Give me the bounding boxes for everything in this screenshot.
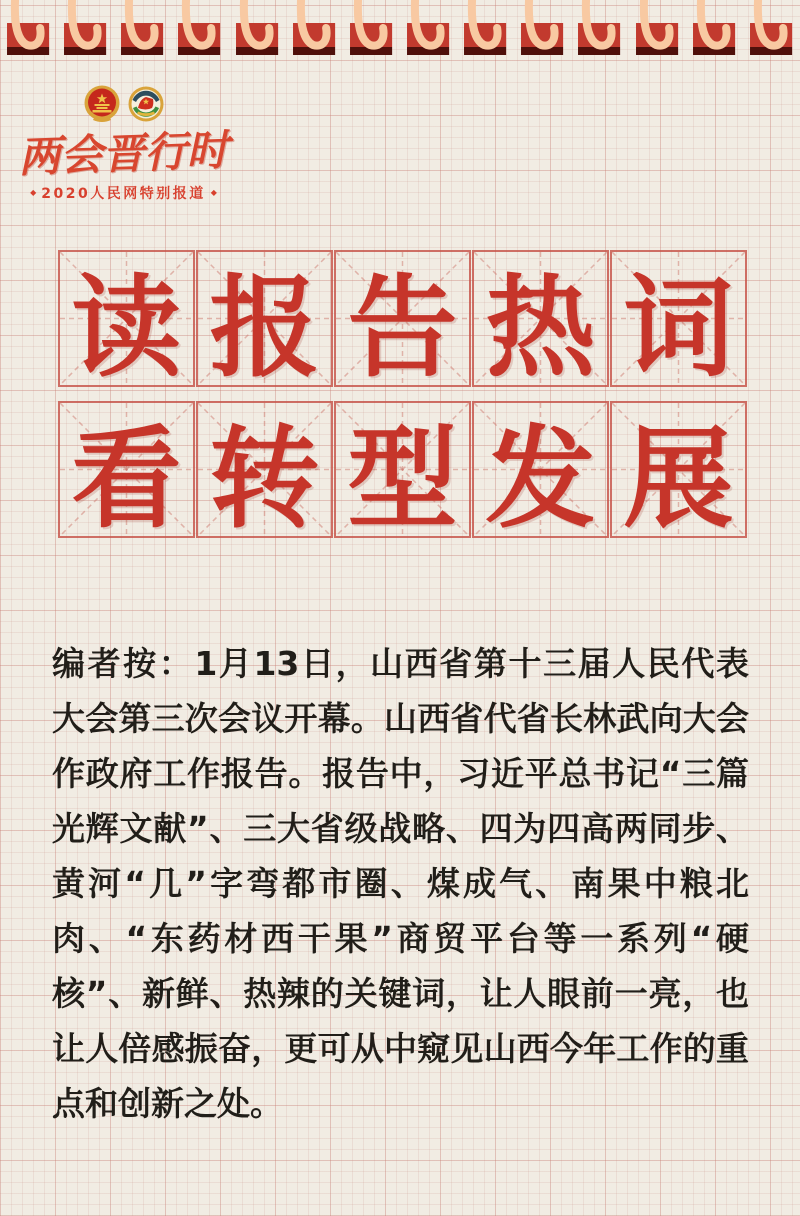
binding-unit [514, 0, 571, 58]
headline-char: 型 [347, 413, 458, 543]
binding-unit [114, 0, 171, 58]
logo-title: 两会晋行时 [17, 125, 230, 182]
editor-note [52, 636, 749, 1131]
binding-unit [571, 0, 628, 58]
binding-unit [343, 0, 400, 58]
headline-char-box [610, 250, 747, 392]
headline-char: 热 [485, 262, 596, 392]
binding-ring-icon [171, 0, 228, 58]
headline-char: 发 [485, 413, 596, 543]
binding-ring-icon [514, 0, 571, 58]
emblem-row [16, 84, 231, 126]
editor-note-label: 编者按： [52, 644, 195, 683]
binding-unit [457, 0, 514, 58]
editor-note-paragraph [52, 636, 749, 1131]
binding-unit [229, 0, 286, 58]
cppcc-emblem-icon [126, 84, 166, 124]
headline-char-box [196, 250, 333, 392]
binding-unit [743, 0, 800, 58]
subtitle-bullet-right: ◆ [210, 187, 217, 197]
headline-char-box [196, 401, 333, 543]
binding-ring-icon [229, 0, 286, 58]
binding-ring-icon [457, 0, 514, 58]
binding-ring-icon [343, 0, 400, 58]
binding-unit [171, 0, 228, 58]
binding-ring-icon [400, 0, 457, 58]
binding-ring-icon [0, 0, 57, 58]
binding-ring-icon [686, 0, 743, 58]
binding-ring-icon [57, 0, 114, 58]
headline-char-box [334, 250, 471, 392]
binding-ring-icon [114, 0, 171, 58]
headline-char: 告 [347, 262, 458, 392]
headline-char-box [472, 250, 609, 392]
headline-char: 词 [623, 262, 734, 392]
headline-char-box [610, 401, 747, 543]
logo-subtitle [16, 183, 231, 203]
binding-unit [629, 0, 686, 58]
binding-unit [686, 0, 743, 58]
headline-char: 展 [623, 413, 734, 543]
headline-char: 报 [209, 262, 320, 392]
headline-grid [58, 250, 747, 552]
headline-char-box [472, 401, 609, 543]
logo-block [16, 84, 231, 203]
headline-char: 转 [209, 413, 320, 543]
national-emblem-icon [82, 84, 122, 124]
binding-unit [57, 0, 114, 58]
calendar-binding [0, 0, 800, 58]
headline-char: 读 [71, 262, 182, 392]
binding-ring-icon [629, 0, 686, 58]
headline-char-box [58, 250, 195, 392]
subtitle-bullet-left: ◆ [30, 187, 37, 197]
headline-char: 看 [71, 413, 182, 543]
binding-unit [400, 0, 457, 58]
headline-char-box [334, 401, 471, 543]
logo-subtitle-text: 2020人民网特别报道 [41, 186, 206, 203]
headline-row-2 [58, 401, 747, 543]
binding-ring-icon [743, 0, 800, 58]
binding-unit [286, 0, 343, 58]
binding-ring-icon [286, 0, 343, 58]
binding-unit [0, 0, 57, 58]
headline-row-1 [58, 250, 747, 392]
headline-char-box [58, 401, 195, 543]
binding-ring-icon [571, 0, 628, 58]
editor-note-text: 1月13日，山西省第十三届人民代表大会第三次会议开幕。山西省代省长林武向大会作政府工作报告。报告中，习近平总书记“三篇光辉文献”、三大省级战略、四为四高两同步、黄河“几”字弯都市圈、煤成气、南果中粮北肉、“东药材西干果”商贸平台等一系列“硬核”、新鲜、热辣的关键词，让人眼前一亮，也让人倍感振奋，更可从中窥见山西今年工作的重点和创新之处。 [52, 644, 749, 1123]
